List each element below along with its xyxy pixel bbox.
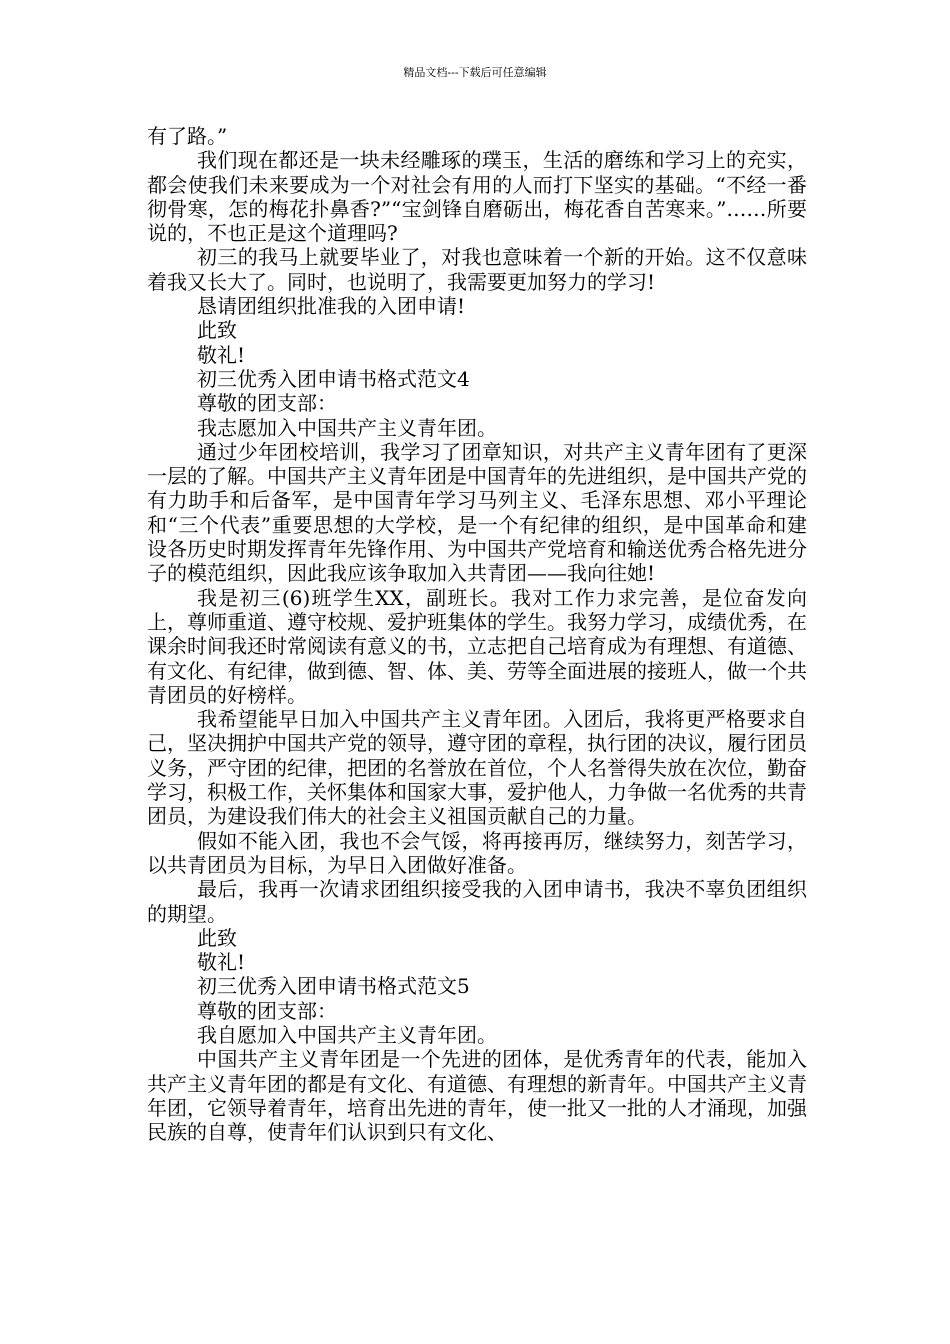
paragraph: 初三的我马上就要毕业了，对我也意味着一个新的开始。这不仅意味着我又长大了。同时，也说明了，我需要更加努力的学习! (147, 245, 807, 294)
paragraph: 中国共产主义青年团是一个先进的团体，是优秀青年的代表，能加入共产主义青年团的都是有文化、有道德、有理想的新青年。中国共产主义青年团，它领导着青年，培育出先进的青年，使一批又一批的人才涌现，加强民族的自尊，使青年们认识到只有文化、 (147, 1047, 807, 1145)
paragraph: 我自愿加入中国共产主义青年团。 (197, 1022, 497, 1047)
closing-salutation: 此致 (197, 318, 237, 343)
paragraph: 有了路。” (147, 124, 228, 148)
section-title: 初三优秀入团申请书格式范文5 (197, 974, 470, 999)
paragraph: 我希望能早日加入中国共产主义青年团。入团后，我将更严格要求自己，坚决拥护中国共产党的领导，遵守团的章程，执行团的决议，履行团员义务，严守团的纪律，把团的名誉放在首位，个人名誉得失放在次位，勤奋学习，积极工作，关怀集体和国家大事，爱护他人，力争做一名优秀的共青团员，为建设我们伟大的社会主义祖国贡献自己的力量。 (147, 707, 807, 829)
paragraph: 假如不能入团，我也不会气馁，将再接再厉，继续努力，刻苦学习，以共青团员为目标，为早日入团做好准备。 (147, 828, 807, 877)
paragraph: 最后，我再一次请求团组织接受我的入团申请书，我决不辜负团组织的期望。 (147, 877, 807, 926)
closing-salutation: 敬礼! (197, 950, 246, 975)
section-title: 初三优秀入团申请书格式范文4 (197, 366, 470, 391)
closing-salutation: 敬礼! (197, 342, 246, 367)
paragraph: 我志愿加入中国共产主义青年团。 (197, 415, 497, 440)
page-header: 精品文档---下载后可任意编辑 (403, 66, 547, 79)
paragraph: 恳请团组织批准我的入团申请! (197, 294, 466, 319)
closing-salutation: 此致 (197, 925, 237, 950)
greeting: 尊敬的团支部： (197, 998, 337, 1023)
paragraph: 我是初三(6)班学生XX，副班长。我对工作力求完善，是位奋发向上，尊师重道、遵守校规、爱护班集体的学生。我努力学习，成绩优秀，在课余时间我还时常阅读有意义的书，立志把自己培育成为有理想、有道德、有文化、有纪律，做到德、智、体、美、劳等全面进展的接班人，做一个共青团员的好榜样。 (147, 585, 807, 707)
paragraph: 通过少年团校培训，我学习了团章知识，对共产主义青年团有了更深一层的了解。中国共产主义青年团是中国青年的先进组织，是中国共产党的有力助手和后备军，是中国青年学习马列主义、毛泽东思想、邓小平理论和“三个代表”重要思想的大学校，是一个有纪律的组织，是中国革命和建设各历史时期发挥青年先锋作用、为中国共产党培育和输送优秀合格先进分子的模范组织，因此我应该争取加入共青团——我向往她! (147, 439, 807, 586)
greeting: 尊敬的团支部： (197, 391, 337, 416)
document-body (147, 124, 807, 1144)
paragraph: 我们现在都还是一块未经雕琢的璞玉，生活的磨练和学习上的充实，都会使我们未来要成为一个对社会有用的人而打下坚实的基础。“不经一番彻骨寒，怎的梅花扑鼻香?”“宝剑锋自磨砺出，梅花香自苦寒来。”……所要说的，不也正是这个道理吗? (147, 148, 807, 246)
